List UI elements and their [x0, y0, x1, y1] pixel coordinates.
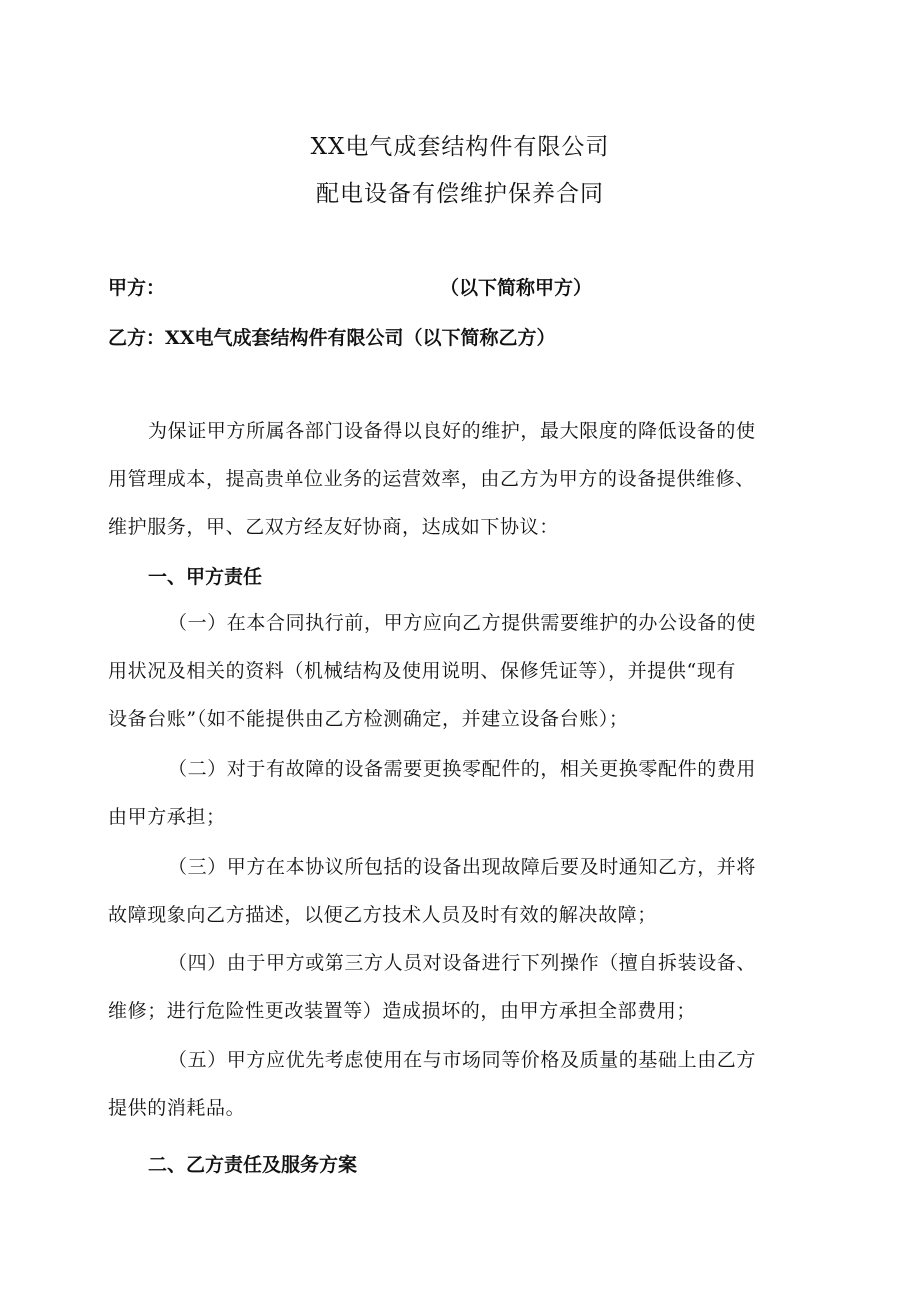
item-3-line-2: 故障现象向乙方描述，以便乙方技术人员及时有效的解决故障； — [108, 904, 657, 926]
intro-line-2: 用管理成本，提高贵单位业务的运营效率，由乙方为甲方的设备提供维修、 — [108, 468, 755, 490]
party-a-label: 甲方： — [108, 277, 166, 299]
item-5-line-1: （五）甲方应优先考虑使用在与市场同等价格及质量的基础上由乙方 — [168, 1049, 757, 1071]
item-5-line-2: 提供的消耗品。 — [108, 1097, 246, 1119]
item-2-line-1: （二）对于有故障的设备需要更换零配件的，相关更换零配件的费用 — [168, 758, 757, 780]
intro-line-3: 维护服务，甲、乙双方经友好协商，达成如下协议： — [108, 516, 559, 538]
contract-title: 配电设备有偿维护保养合同 — [316, 181, 604, 207]
intro-line-1: 为保证甲方所属各部门设备得以良好的维护，最大限度的降低设备的使 — [148, 420, 756, 442]
company-title: XX电气成套结构件有限公司 — [310, 134, 610, 160]
section-1-heading: 一、甲方责任 — [148, 566, 263, 588]
item-1-line-3: 设备台账”（如不能提供由乙方检测确定，并建立设备台账）； — [108, 708, 629, 730]
party-b-line: 乙方：XX电气成套结构件有限公司（以下简称乙方） — [108, 327, 556, 349]
item-2-line-2: 由甲方承担； — [108, 806, 226, 828]
section-2-heading: 二、乙方责任及服务方案 — [148, 1154, 358, 1176]
item-3-line-1: （三）甲方在本协议所包括的设备出现故障后要及时通知乙方，并将 — [168, 856, 757, 878]
item-1-line-1: （一）在本合同执行前，甲方应向乙方提供需要维护的办公设备的使 — [168, 612, 757, 634]
item-1-line-2: 用状况及相关的资料（机械结构及使用说明、保修凭证等），并提供“现有 — [108, 660, 737, 682]
item-4-line-1: （四）由于甲方或第三方人员对设备进行下列操作（擅自拆装设备、 — [168, 952, 757, 974]
item-4-line-2: 维修；进行危险性更改装置等）造成损坏的，由甲方承担全部费用； — [108, 1000, 697, 1022]
party-a-note: （以下简称甲方） — [440, 277, 593, 299]
